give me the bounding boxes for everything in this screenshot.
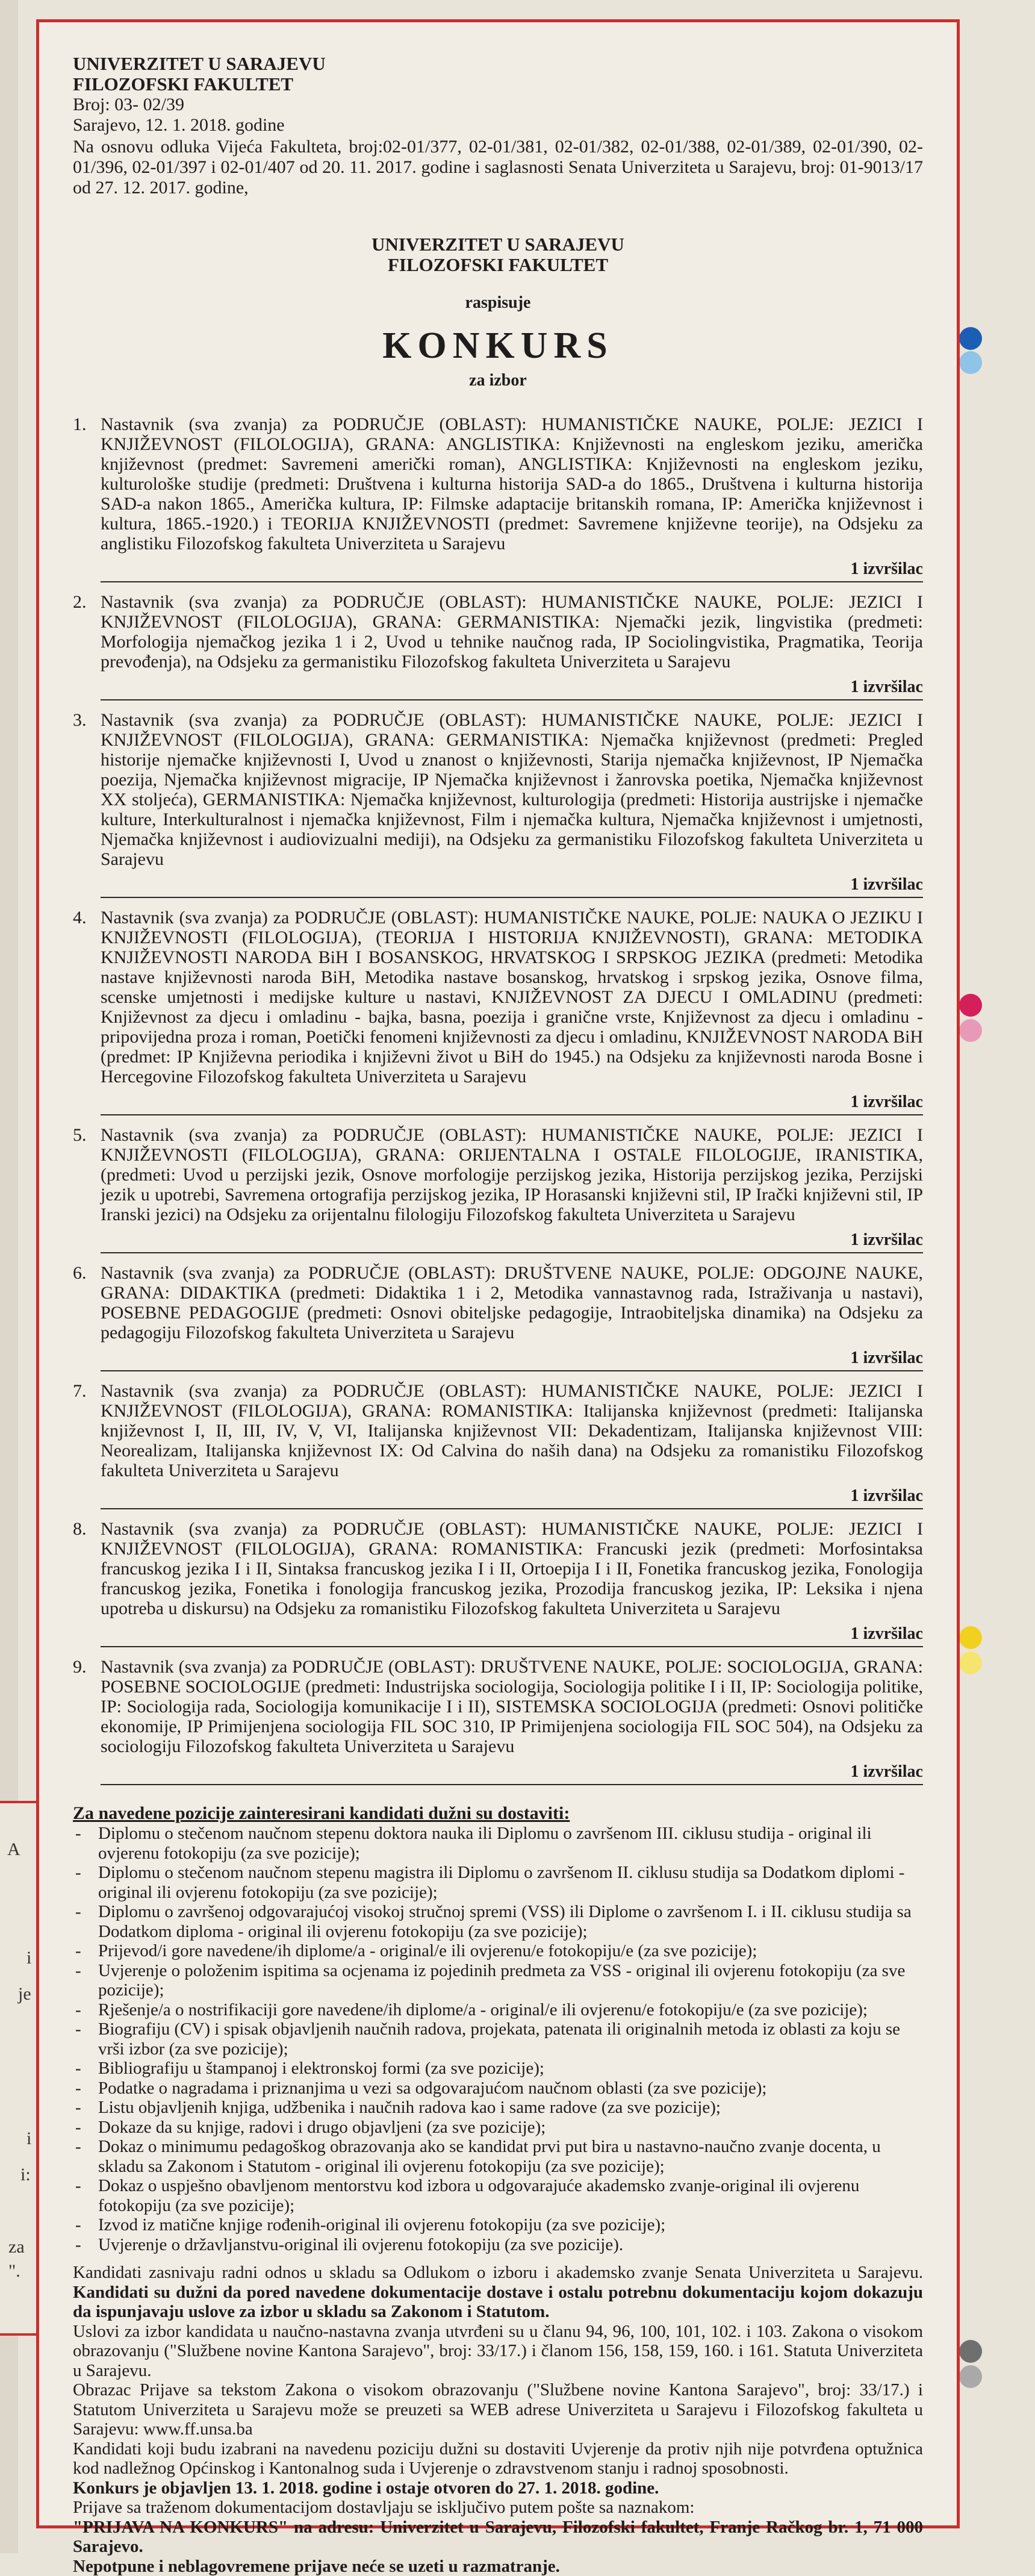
footer-address: "PRIJAVA NA KONKURS" na adresu: Univerzitet u Sarajevu, Filozofski fakultet, Franje Račkog br. 1, 71 000 Sarajevo. <box>73 2518 923 2557</box>
header-faculty: FILOZOFSKI FAKULTET <box>73 74 923 95</box>
requirement-item: - Biografiju (CV) i spisak objavljenih naučnih radova, projekata, patenata ili originalnih metoda iz oblasti za koju se vrši izbor (za sve pozicije); <box>73 2019 923 2059</box>
position-separator <box>101 1252 923 1253</box>
side-fragment: A <box>7 1839 20 1860</box>
position-separator <box>101 1114 923 1115</box>
position-text: Nastavnik (sva zvanja) za PODRUČJE (OBLAST): DRUŠTVENE NAUKE, POLJE: SOCIOLOGIJA, GRANA: POSEBNE SOCIOLOGIJE (predmeti: Industrijska sociologija, Sociologija politike I i II, IP: Sociologija politike, IP: Sociologija rada, Sociologija komunikacije I i II), SISTEMSKA SOCIOLOGIJA (predmeti: Osnovi političke ekonomije, IP Primijenjena sociologija FIL SOC 310, IP Primijenjena sociologija FIL SOC 504), na Odsjeku za sociologiju Filozofskog fakulteta Univerziteta u Sarajevu <box>101 1657 923 1756</box>
position-count: 1 izvršilac <box>101 1762 923 1782</box>
position-separator <box>101 897 923 898</box>
adjacent-ad-fragment <box>0 1801 40 2336</box>
footer-p4: Kandidati koji budu izabrani na navedenu poziciju dužni su dostaviti Uvjerenje da protiv njih nije potvrđena optužnica kod nadležnog Općinskog i Kantonalnog suda i Uvjerenje o zdravstvenom stanju i radnoj sposobnosti. <box>73 2439 923 2478</box>
position-number: 3. <box>73 710 87 731</box>
requirement-item: - Listu objavljenih knjiga, udžbenika i naučnih radova kao i same radove (za sve pozicije); <box>73 2098 923 2118</box>
requirement-item: - Podatke o nagradama i priznanjima u vezi sa odgovarajućom naučnom oblasti (za sve pozicije); <box>73 2079 923 2098</box>
requirement-item: - Rješenje/a o nostrifikaciji gore navedene/ih diplome/a - original/e ili ovjerenu/e fotokopiju/e (za sve pozicije); <box>73 2000 923 2020</box>
document-number: Broj: 03- 02/39 <box>73 95 923 115</box>
position-count: 1 izvršilac <box>101 1230 923 1250</box>
position-item <box>73 1519 923 1647</box>
position-item <box>73 1381 923 1509</box>
position-number: 8. <box>73 1519 87 1539</box>
gray-registration-dot <box>959 2340 982 2363</box>
position-text: Nastavnik (sva zvanja) za PODRUČJE (OBLAST): HUMANISTIČKE NAUKE, POLJE: JEZICI I KNJIŽEVNOST (FILOLOGIJA), GRANA: ROMANISTIKA: Francuski jezik (predmeti: Morfosintaksa francuskog jezika I i II, Sintaksa francuskog jezika I i II, Ortoepija I i II, Fonetika francuskog jezika, Fonologija francuskog jezika, Fonetika i fonologija francuskog jezika, Prozodija francuskog jezika, IP: Leksika i njena upotreba u diskursu) na Odsjeku za romanistiku Filozofskog fakulteta Univerziteta u Sarajevu <box>101 1519 923 1618</box>
footer-p1: Kandidati zasnivaju radni odnos u skladu sa Odlukom o izboru i akademsko zvanje Senata Univerziteta u Sarajevu. <box>73 2263 923 2282</box>
position-item <box>73 710 923 898</box>
requirement-item: - Diplomu o stečenom naučnom stepenu magistra ili Diplomu o završenom II. ciklusu studija sa Dodatkom diplomi - original ili ovjerenu fotokopiju (za sve pozicije); <box>73 1863 923 1902</box>
position-count: 1 izvršilac <box>101 1486 923 1506</box>
requirement-item: - Bibliografiju u štampanoj i elektronskoj formi (za sve pozicije); <box>73 2059 923 2079</box>
za-izbor-label: za izbor <box>73 371 923 390</box>
position-separator <box>101 1646 923 1647</box>
position-text: Nastavnik (sva zvanja) za PODRUČJE (OBLAST): HUMANISTIČKE NAUKE, POLJE: JEZICI I KNJIŽEVNOST (FILOLOGIJA), GRANA: ROMANISTIKA: Italijanska književnost (predmeti: Italijanska književnost I, II, III, IV, V, VI, Italijanska književnost VII: Dekadentizam, Italijanska književnost VIII: Neorealizam, Italijanska književnost IX: Od Calvina do naših dana) na Odsjeku za romanistiku Filozofskog fakulteta Univerziteta u Sarajevu <box>101 1381 923 1480</box>
pink-registration-dot <box>959 1019 982 1042</box>
requirement-item: - Dokaz o uspješno obavljenom mentorstvu kod izbora u odgovarajuće akademsko zvanje-original ili ovjerenu fotokopiju (za sve pozicije); <box>73 2176 923 2215</box>
side-fragment: i <box>26 1948 31 1968</box>
footer-deadline: Konkurs je objavljen 13. 1. 2018. godine i ostaje otvoren do 27. 1. 2018. godine. <box>73 2478 923 2498</box>
side-fragment: je <box>18 1984 31 2004</box>
position-text: Nastavnik (sva zvanja) za PODRUČJE (OBLAST): HUMANISTIČKE NAUKE, POLJE: NAUKA O JEZIKU I KNJIŽEVNOSTI (FILOLOGIJA), (TEORIJA I HISTORIJA KNJIŽEVNOSTI), GRANA: METODIKA KNJIŽEVNOSTI NARODA BiH I BOSANSKOG, HRVATSKOG I SRPSKOG JEZIKA (predmeti: Metodika nastave književnosti naroda BiH, Metodika nastave bosanskog, hrvatskog i srpskog jezika, Osnove filma, scenske umjetnosti i medijske kulture u nastavi, KNJIŽEVNOST ZA DJECU I OMLADINU (predmeti: Književnost za djecu i omladinu - bajka, basna, poezija i granične vrste, Književnost za djecu i omladinu - pripovijedna proza i roman, Poetički fenomeni književnosti za djecu i omladinu, KNJIŽEVNOST NARODA BiH (predmet: IP Književna periodika i književni život u BiH do 1945.) na Odsjeku za književnosti naroda Bosne i Hercegovine Filozofskog fakulteta Univerziteta u Sarajevu <box>101 908 923 1087</box>
lightyellow-registration-dot <box>959 1651 982 1674</box>
footer-p3: Obrazac Prijave sa tekstom Zakona o visokom obrazovanju ("Službene novine Kantona Sarajevo", broj: 33/17.) i Statutom Univerziteta u Sarajevu može se preuzeti sa WEB adrese Univerziteta u Sarajevu i Filozofskog fakulteta u Sarajevu: www.ff.unsa.ba <box>73 2380 923 2439</box>
raspisuje-label: raspisuje <box>73 293 923 313</box>
requirement-item: - Diplomu o završenoj odgovarajućoj visokoj stručnoj spremi (VSS) ili Diplome o završenom I. i II. ciklusu studija sa Dodatkom diploma - original ili ovjerenu fotokopiju (za sve pozicije); <box>73 1902 923 1941</box>
position-count: 1 izvršilac <box>101 560 923 579</box>
position-separator <box>101 1508 923 1509</box>
title-block <box>73 234 923 390</box>
magenta-registration-dot <box>959 994 982 1017</box>
position-number: 5. <box>73 1125 87 1146</box>
intro-text: Na osnovu odluka Vijeća Fakulteta, broj:02-01/377, 02-01/381, 02-01/382, 02-01/388, 02-01/389, 02-01/390, 02-01/396, 02-01/397 i 02-01/407 od 20. 11. 2017. godine i saglasnosti Senata Univerziteta u Sarajevu, broj: 01-9013/17 od 27. 12. 2017. godine, <box>73 137 923 198</box>
center-university: UNIVERZITET U SARAJEVU <box>73 234 923 255</box>
requirements-list <box>73 1824 923 2254</box>
blue-registration-dot <box>959 327 982 350</box>
header-university: UNIVERZITET U SARAJEVU <box>73 54 923 74</box>
footer-p6: Prijave sa traženom dokumentacijom dostavljaju se isključivo putem pošte sa naznakom: <box>73 2498 923 2518</box>
position-item <box>73 592 923 700</box>
center-faculty: FILOZOFSKI FAKULTET <box>73 255 923 275</box>
header-block <box>73 54 923 198</box>
footer-paragraph <box>73 2263 923 2322</box>
footer-p2: Uslovi za izbor kandidata u naučno-nastavna zvanja utvrđeni su u članu 94, 96, 100, 101, 102. i 103. Zakona o visokom obrazovanju ("Službene novine Kantona Sarajevo", broj: 33/17.) i članom 156, 158, 159, 160. i 161. Statuta Univerziteta u Sarajevu. <box>73 2322 923 2381</box>
position-item <box>73 1125 923 1253</box>
position-text: Nastavnik (sva zvanja) za PODRUČJE (OBLAST): HUMANISTIČKE NAUKE, POLJE: JEZICI I KNJIŽEVNOSTI (FILOLOGIJA), GRANA: ORIJENTALNA I OSTALE FILOLOGIJE, IRANISTIKA, (predmeti: Uvod u perzijski jezik, Osnove morfologije perzijskog jezika, Historija perzijskog jezika, Perzijski jezik u upotrebi, Savremena ortografija perzijskog jezika, IP Horasanski književni stil, IP Irački književni stil, IP Iranski jezici) na Odsjeku za orijentalnu filologiju Filozofskog fakulteta Univerziteta u Sarajevu <box>101 1125 923 1224</box>
lightblue-registration-dot <box>959 351 982 374</box>
position-count: 1 izvršilac <box>101 1624 923 1644</box>
position-count: 1 izvršilac <box>101 678 923 697</box>
side-fragment: i: <box>20 2165 31 2185</box>
positions-list <box>73 414 923 1785</box>
requirement-item: - Dokaz o minimumu pedagoškog obrazovanja ako se kandidat prvi put bira u nastavno-naučno zvanje docenta, u skladu sa Zakonom i Statutom - original ili ovjerenu fotokopiju (za sve pozicije); <box>73 2137 923 2176</box>
position-separator <box>101 1784 923 1785</box>
requirement-item: - Dokaze da su knjige, radovi i drugo objavljeni (za sve pozicije); <box>73 2118 923 2138</box>
requirement-item: - Izvod iz matične knjige rođenih-original ili ovjerenu fotokopiju (za sve pozicije); <box>73 2215 923 2235</box>
position-item <box>73 1263 923 1371</box>
footer-p1-bold: Kandidati su dužni da pored navedene dokumentacije dostave i ostalu potrebnu dokumentaciju kojom dokazuju da ispunjavaju uslove za izbor u skladu sa Zakonom i Statutom. <box>73 2283 923 2322</box>
position-item <box>73 414 923 582</box>
position-number: 6. <box>73 1263 87 1283</box>
requirement-item: - Prijevod/i gore navedene/ih diplome/a - original/e ili ovjerenu/e fotokopiju/e (za sve pozicije); <box>73 1941 923 1961</box>
yellow-registration-dot <box>959 1626 982 1649</box>
position-text: Nastavnik (sva zvanja) za PODRUČJE (OBLAST): HUMANISTIČKE NAUKE, POLJE: JEZICI I KNJIŽEVNOST (FILOLOGIJA), GRANA: GERMANISTIKA: Njemačka književnost (predmeti: Pregled historije njemačke književnosti I, Uvod u znanost o književnosti, Starija njemačka književnost, IP Njemačka poezija, Njemačka književnost migracije, IP Njemačka književnost i žanrovska poetika, Njemačka književnost XX stoljeća), GERMANISTIKA: Njemačka književnost, kulturologija (predmeti: Historija austrijske i njemačke kulture, Interkulturalnost i njemačka književnost, Film i njemačka kultura, Njemačka književnost i umjetnosti, Njemačka književnost i audiovizualni mediji), na Odsjeku za germanistiku Filozofskog fakulteta Univerziteta u Sarajevu <box>101 710 923 869</box>
side-fragment: ". <box>8 2261 20 2281</box>
requirement-item: - Uvjerenje o položenim ispitima sa ocjenama iz pojedinih predmeta za VSS - original ili ovjerenu fotokopiju (za sve pozicije); <box>73 1961 923 2000</box>
position-separator <box>101 581 923 582</box>
position-count: 1 izvršilac <box>101 875 923 894</box>
requirement-item: - Diplomu o stečenom naučnom stepenu doktora nauka ili Diplomu o završenom III. ciklusu studija - original ili ovjerenu fotokopiju (za sve pozicije); <box>73 1824 923 1863</box>
position-text: Nastavnik (sva zvanja) za PODRUČJE (OBLAST): DRUŠTVENE NAUKE, POLJE: ODGOJNE NAUKE, GRANA: DIDAKTIKA (predmeti: Didaktika 1 i 2, Metodika vannastavnog rada, Istraživanja u nastavi), POSEBNE PEDAGOGIJE (predmeti: Osnovi obiteljske pedagogije, Intraobiteljska dinamika) na Odsjeku za pedagogiju Filozofskog fakulteta Univerziteta u Sarajevu <box>101 1263 923 1343</box>
position-number: 1. <box>73 414 87 435</box>
requirement-item: - Uvjerenje o državljanstvu-original ili ovjerenu fotokopiju (za sve pozicije). <box>73 2235 923 2255</box>
position-count: 1 izvršilac <box>101 1093 923 1112</box>
position-separator <box>101 699 923 700</box>
footer-block <box>73 2263 923 2576</box>
position-item <box>73 908 923 1115</box>
konkurs-ad-frame <box>36 19 960 2528</box>
position-separator <box>101 1370 923 1371</box>
position-number: 7. <box>73 1381 87 1402</box>
konkurs-title: KONKURS <box>73 325 923 367</box>
requirements-title: Za navedene pozicije zainteresirani kandidati dužni su dostaviti: <box>73 1803 923 1824</box>
position-item <box>73 1657 923 1785</box>
position-number: 2. <box>73 592 87 613</box>
document-date: Sarajevo, 12. 1. 2018. godine <box>73 115 923 136</box>
side-fragment: za <box>8 2237 25 2257</box>
footer-incomplete-note: Nepotpune i neblagovremene prijave neće se uzeti u razmatranje. <box>73 2557 923 2576</box>
lightgray-registration-dot <box>959 2365 982 2388</box>
position-number: 9. <box>73 1657 87 1677</box>
position-text: Nastavnik (sva zvanja) za PODRUČJE (OBLAST): HUMANISTIČKE NAUKE, POLJE: JEZICI I KNJIŽEVNOST (FILOLOGIJA), GRANA: GERMANISTIKA: Njemački jezik, lingvistika (predmeti: Morfologija njemačkog jezika 1 i 2, Uvod u tehnike naučnog rada, IP Sociolingvistika, Pragmatika, Teorija prevođenja), na Odsjeku za germanistiku Filozofskog fakulteta Univerziteta u Sarajevu <box>101 592 923 672</box>
position-text: Nastavnik (sva zvanja) za PODRUČJE (OBLAST): HUMANISTIČKE NAUKE, POLJE: JEZICI I KNJIŽEVNOST (FILOLOGIJA), GRANA: ANGLISTIKA: Književnosti na engleskom jeziku, američka književnost (predmet: Savremeni američki roman), ANGLISTIKA: Književnosti na engleskom jeziku, kulturološke studije (predmeti: Društvena i kulturna historija SAD-a do 1865., Društvena i kulturna historija SAD-a nakon 1865., Američka kultura, IP: Filmske adaptacije britanskih romana, IP: Američka književnost i kultura, 1865.-1920.) i TEORIJA KNJIŽEVNOSTI (predmet: Savremene književne teorije), na Odsjeku za anglistiku Filozofskog fakulteta Univerziteta u Sarajevu <box>101 414 923 554</box>
side-fragment: i <box>26 2128 31 2149</box>
position-number: 4. <box>73 908 87 928</box>
position-count: 1 izvršilac <box>101 1349 923 1368</box>
